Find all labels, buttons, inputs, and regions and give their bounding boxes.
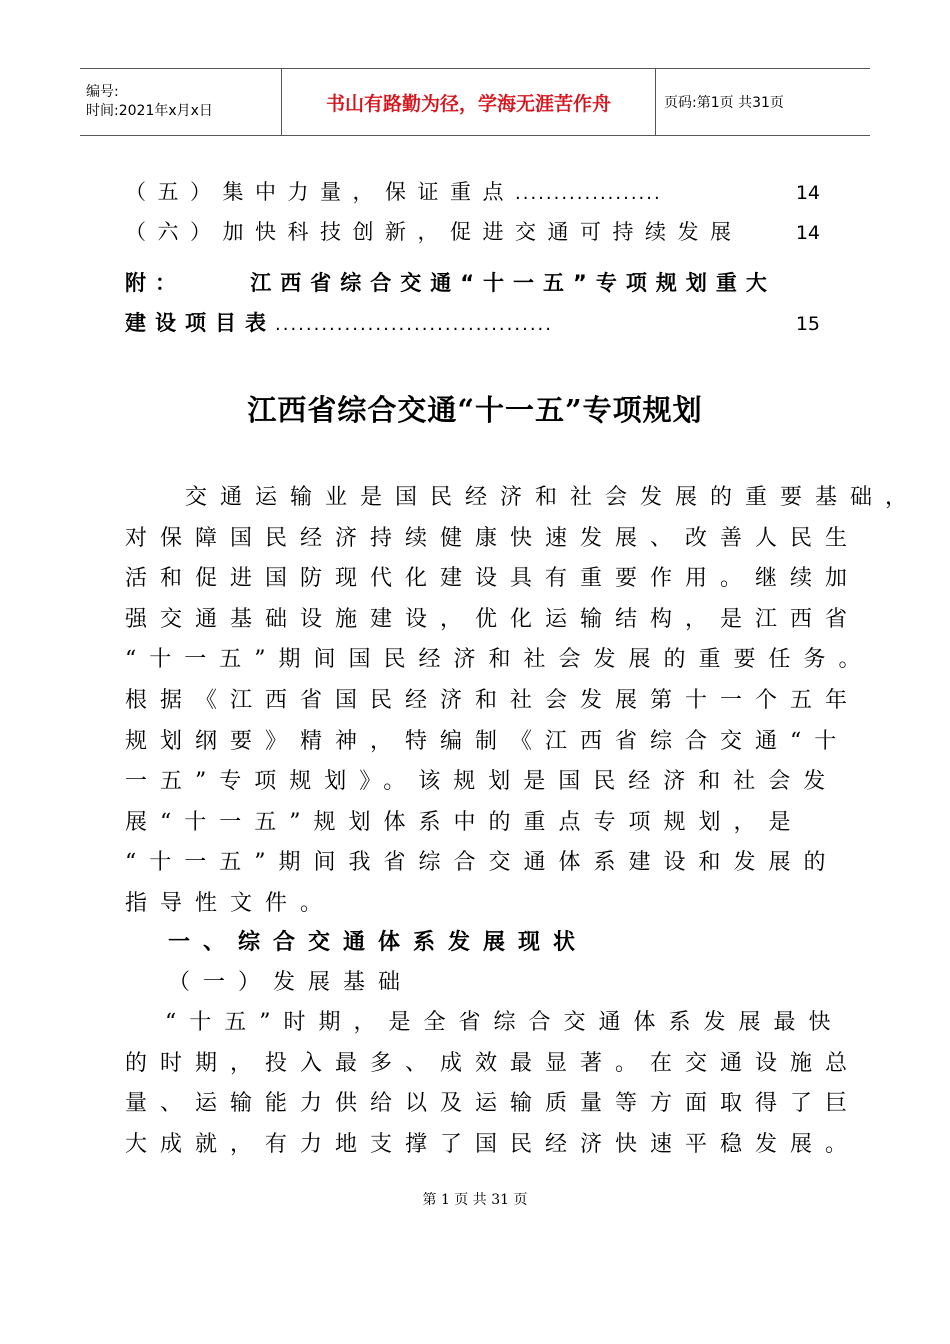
- header-meta: [80, 69, 281, 135]
- text-line: 一五”专项规划》。该规划是国民经济和社会发: [125, 769, 839, 795]
- toc-entry-text: （六）加快科技创新，促进交通可持续发展: [125, 220, 743, 244]
- toc-leader: ....................................: [275, 314, 553, 335]
- toc-leader: ...................: [515, 183, 662, 204]
- text-line: 根据《江西省国民经济和社会发展第十一个五年: [125, 688, 861, 713]
- appendix-line-1[interactable]: 附： 江西省综合交通“十一五”专项规划重大: [125, 271, 776, 295]
- text-line: 的时期，投入最多、成效最显著。在交通设施总: [125, 1050, 861, 1076]
- text-line: 展“十一五”规划体系中的重点专项规划，是: [125, 809, 804, 835]
- text-line: “十一五”期间我省综合交通体系建设和发展的: [125, 850, 839, 876]
- appendix-entry-text: 建设项目表: [125, 311, 275, 335]
- text-line: 量、运输能力供给以及运输质量等方面取得了巨: [125, 1091, 861, 1117]
- motto-text: 书山有路勤为径，学海无涯苦作舟: [325, 92, 611, 115]
- toc-entry[interactable]: [125, 216, 820, 246]
- document-title: 江西省综合交通“十一五”专项规划: [247, 393, 703, 427]
- toc-entry-text: （五）集中力量，保证重点: [125, 180, 515, 204]
- text-line: “十五”时期，是全省综合交通体系发展最快: [125, 1010, 844, 1035]
- toc-page-number: 14: [795, 222, 820, 244]
- toc-page-number: 14: [795, 182, 820, 204]
- text-line: “十一五”期间国民经济和社会发展的重要任务。: [125, 647, 874, 673]
- text-line: 交通运输业是国民经济和社会发展的重要基础，: [125, 485, 920, 510]
- text-line: 规划纲要》精神，特编制《江西省综合交通“十: [125, 728, 850, 754]
- appendix-entry[interactable]: [125, 307, 820, 337]
- subsection-heading: （一）发展基础: [168, 970, 414, 995]
- text-line: 强交通基础设施建设，优化运输结构，是江西省: [125, 606, 861, 632]
- page-info: 页码:第1页 共31页: [664, 95, 784, 111]
- text-line: 大成就，有力地支撑了国民经济快速平稳发展。: [125, 1131, 861, 1157]
- header-motto-cell: [281, 69, 656, 135]
- text-line: 活和促进国防现代化建设具有重要作用。继续加: [125, 566, 861, 592]
- toc-entry[interactable]: [125, 176, 820, 206]
- number-label: 编号:: [86, 84, 119, 100]
- page-footer: 第 1 页 共 31 页: [422, 1192, 528, 1208]
- date-label: 时间:2021年x月x日: [86, 103, 213, 119]
- toc-page-number: 15: [795, 313, 820, 335]
- text-line: 对保障国民经济持续健康快速发展、改善人民生: [125, 525, 861, 551]
- document-header: [80, 68, 870, 136]
- section-heading: 一、综合交通体系发展现状: [168, 930, 589, 955]
- text-line: 指导性文件。: [125, 891, 336, 916]
- header-page-cell: [656, 69, 870, 135]
